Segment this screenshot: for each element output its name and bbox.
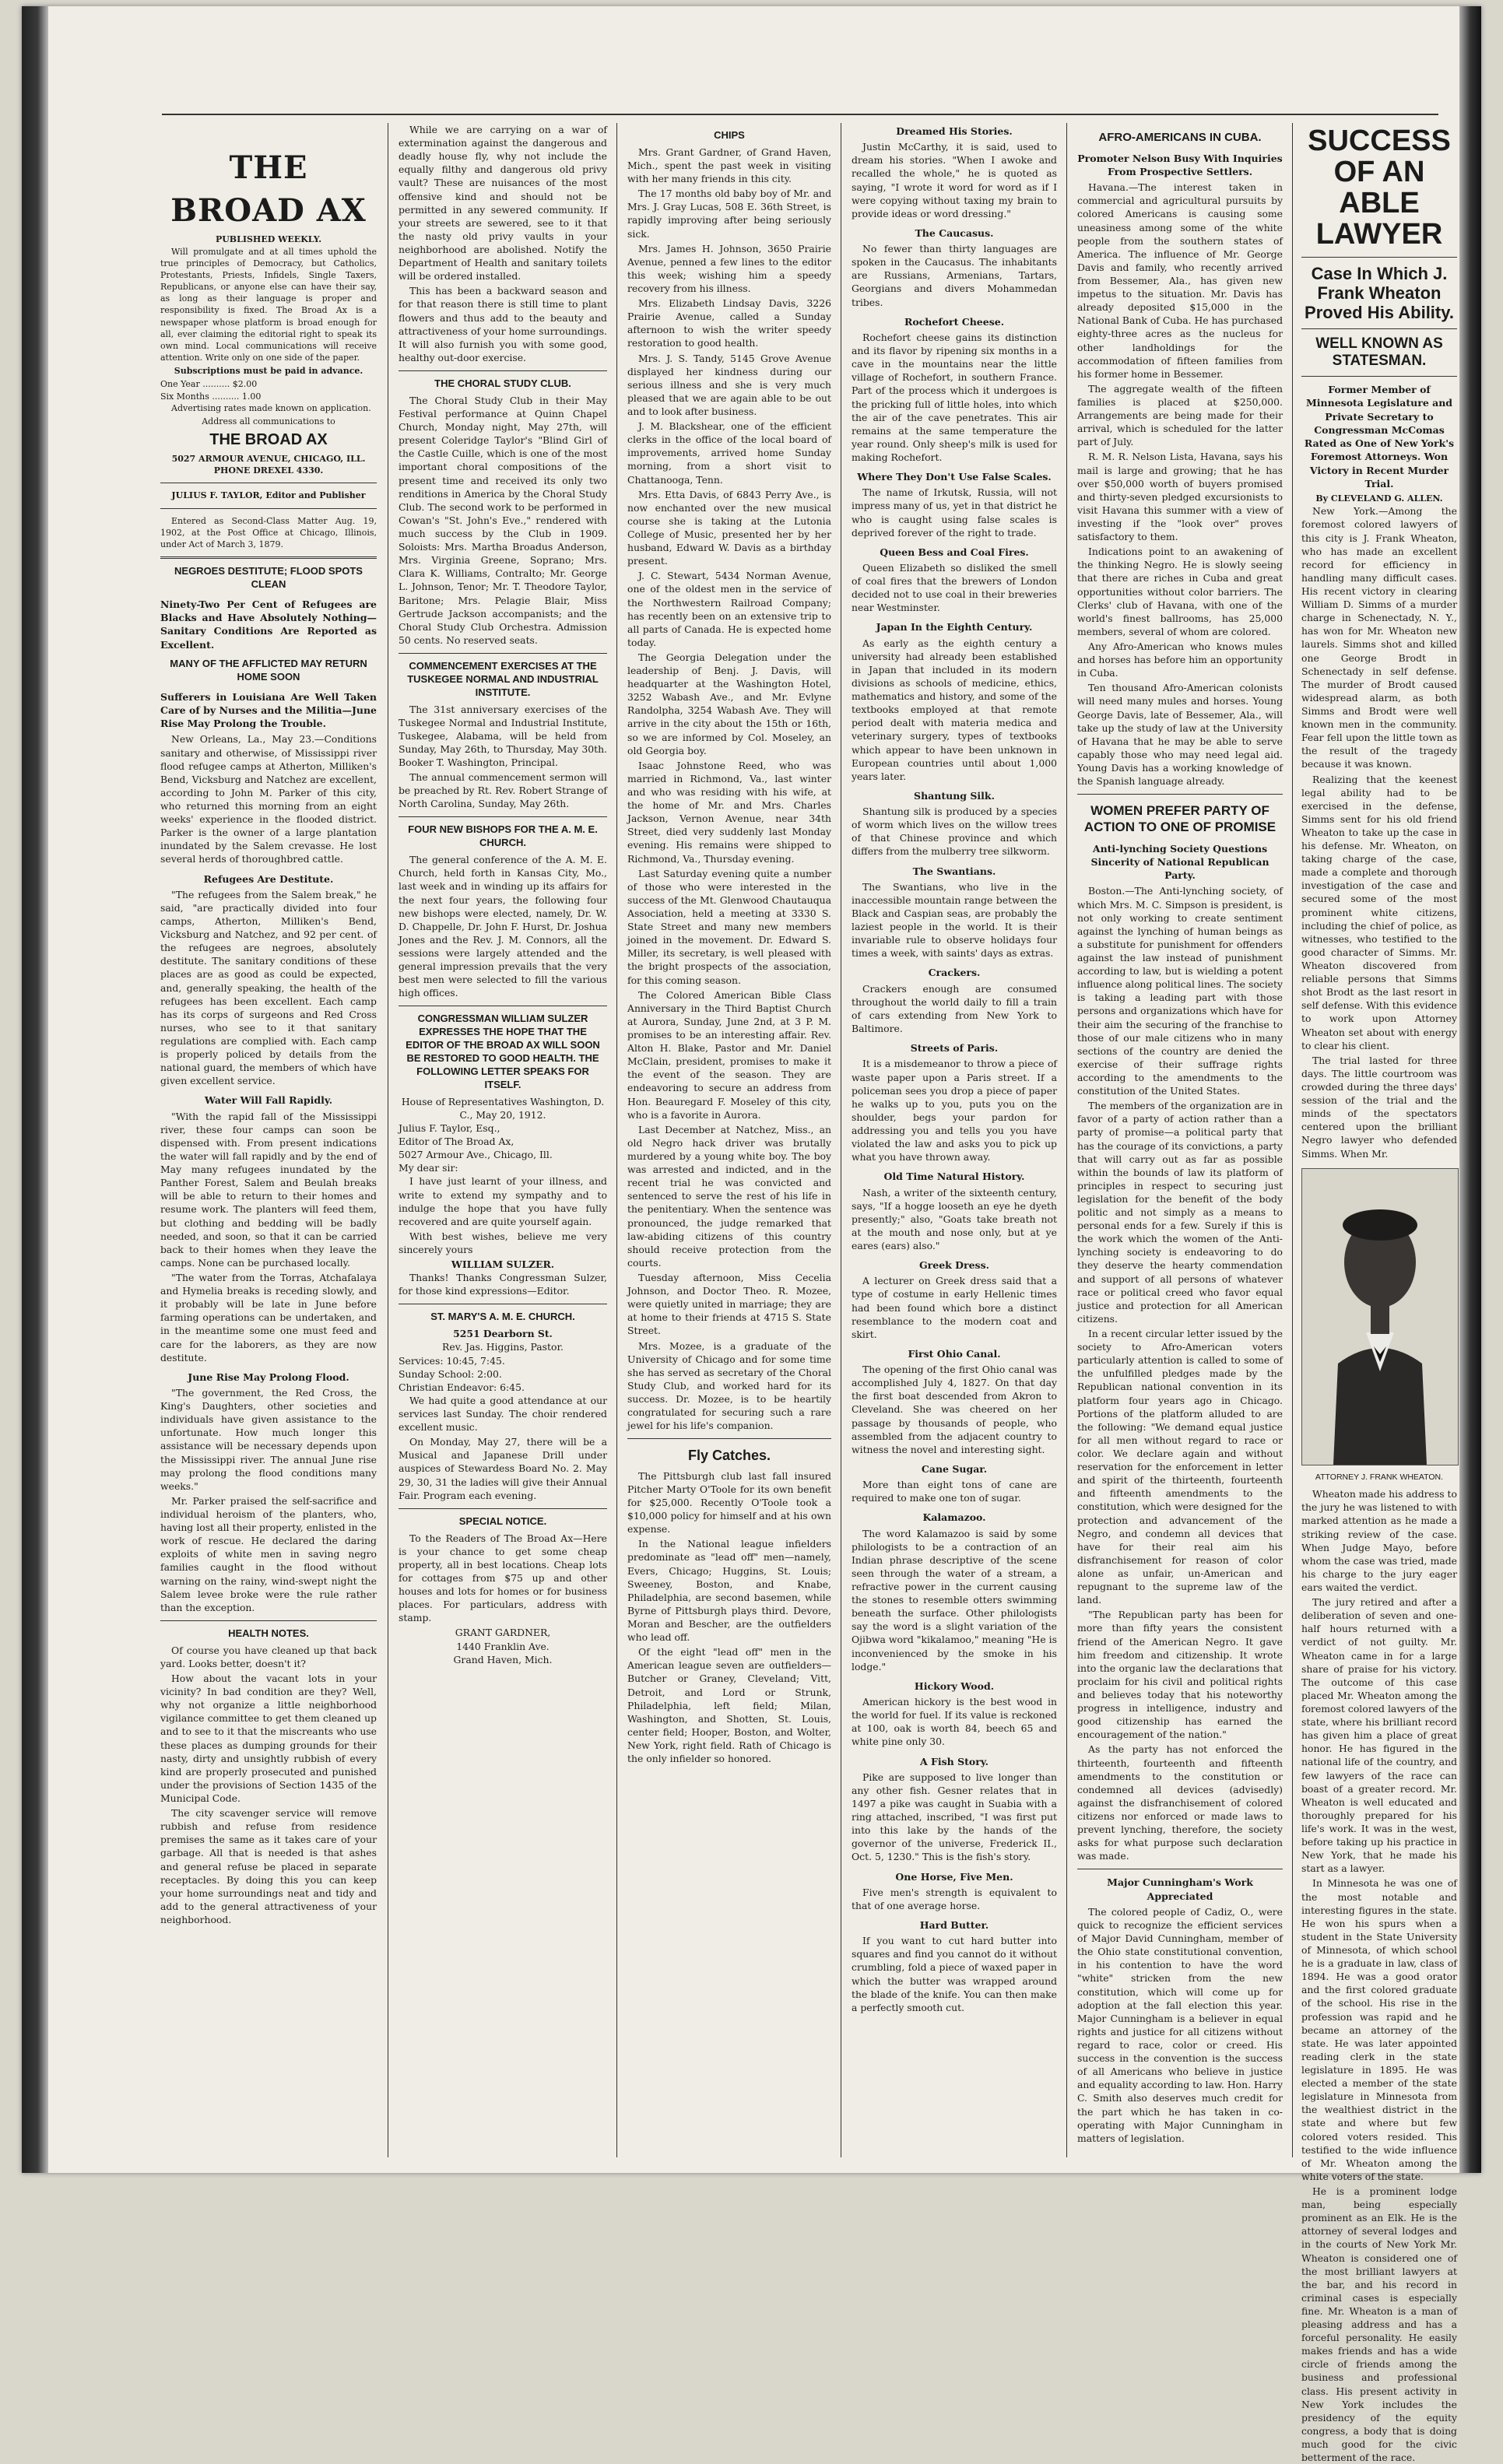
col5-p5: Any Afro-American who knows mules and horses has before him an opportunity in Cuba. [1077, 640, 1283, 679]
col4-p6: Shantung silk is produced by a species of worm which lives on the willow trees of that Chinese province and which differs from the mulberry tree silkworm. [852, 806, 1057, 858]
col2-p8: On Monday, May 27, there will be a Musical and Japanese Drill under auspices of Stewardess Board No. 2. May 29, 30, 31 the ladies will give their Annual Fair. Program each evening. [399, 1436, 607, 1501]
col3-p1: Mrs. Grant Gardner, of Grand Haven, Mich., spent the past week in visiting with her many friends in this city. [627, 146, 831, 185]
masthead-entered: Entered as Second-Class Matter Aug. 19, 1902, at the Post Office at Chicago, Illinois, under Act of March 3, 1879. [160, 515, 377, 549]
col1-sub2: Sufferers in Louisiana Are Well Taken Care of by Nurses and the Militia—June Rise May Prolong the Trouble. [160, 690, 377, 730]
col4-head3: Where They Don't Use False Scales. [857, 471, 1052, 483]
masthead-policy: Will promulgate and at all times uphold the true principles of Democracy, but Catholics, Protestants, Priests, Infidels, Single Taxers, Republicans, or anyone else can have their say, as long as their language is proper and responsibility is fixed. The Broad Ax is a newspaper whose platform is broad enough for all, ever claiming the editorial right to speak its own mind. Local communications will receive attention. Write only on one side of the paper. [160, 246, 377, 363]
col1-p9: The city scavenger service will remove rubbish and refuse from residence premises the same as it takes care of your garbage. All that is needed is that ashes and general refuse be placed in separate receptacles. By doing this you can keep your home surroundings neat and tidy and add to the general attractiveness of your neighborhood. [160, 1807, 377, 1925]
col4-p12: The opening of the first Ohio canal was accomplished July 4, 1827. On that day the first boat descended from Akron to Cleveland. She was cheered on her passage by thousands of people, who assembled from the adjacent country to witness the novel and interesting sight. [852, 1364, 1057, 1455]
col2-p4: The 31st anniversary exercises of the Tuskegee Normal and Industrial Institute, Tuskegee, Alabama, will be held from Sunday, May 26th, to Thursday, May 30th. Booker T. Washington, Principal. [399, 703, 607, 769]
col6-byline: By CLEVELAND G. ALLEN. [1315, 493, 1443, 504]
col3-head2: Fly Catches. [687, 1448, 771, 1464]
right-scan-edge [1459, 6, 1481, 2173]
col4-head15: Hickory Wood. [914, 1680, 995, 1692]
col6-p3: The trial lasted for three days. The little courtroom was crowded during the three days' session of the trial and the minds of the spectators centered upon the brilliant Negro lawyer who defended Simms. When Mr. [1301, 1054, 1457, 1160]
col1-p8: How about the vacant lots in your vicinity? In bad condition are they? Well, why not organize a little neighborhood vigilance committee to get them cleaned up and to see to it that the miscreants who use these places as dumping grounds for their nasty, dirty and unsightly rubbish of every kind are properly prosecuted and punished under the provisions of Section 1435 of the Municipal Code. [160, 1673, 377, 1804]
col4-head13: Cane Sugar. [921, 1462, 988, 1475]
col4-p5: As early as the eighth century a university had already been established in Japan that included in its modern divisions as schools of medicine, ethics, mathematics and history, and some of the textbooks employed at that remote period dealt with materia medica and veterinary surgery, types of textbooks which appear to have been unknown in European countries until about 1,000 years later. [852, 637, 1057, 782]
col6-head2: Case In Which J. Frank Wheaton Proved His Ability. [1305, 263, 1454, 323]
col4-head2: Rochefort Cheese. [904, 315, 1005, 328]
col6-caption: ATTORNEY J. FRANK WHEATON. [1315, 1472, 1444, 1482]
col4-p16: Pike are supposed to live longer than any other fish. Gesner relates that in 1497 a pike was caught in Suabia with a ring attached, inscribed, "I was first put into this lake by the hands of the governor of the universe, Frederick II., Oct. 5, 1230." This is the fish's story. [852, 1771, 1057, 1863]
col4-p17: Five men's strength is equivalent to that of one average horse. [852, 1886, 1057, 1911]
column-4 [852, 118, 1057, 2157]
col3-p6: J. M. Blackshear, one of the efficient clerks in the office of the local board of improvements, arrived home Sunday morning, from a short visit to Chattanooga, Tenn. [627, 420, 831, 486]
col2-letter-body: I have just learnt of your illness, and write to extend my sympathy and to indulge the hope that you have fully recovered and are quite yourself again. [399, 1175, 607, 1227]
newspaper-page [22, 6, 1481, 2464]
column-1 [160, 143, 377, 2157]
col4-head10: Old Time Natural History. [883, 1171, 1025, 1183]
col2-p1: While we are carrying on a war of extermination against the dangerous and deadly house fly, why not include the equally filthy and dangerous old privy vault? These are nuisances of the most offensive kind and should not be permitted in any sewered community. If your streets are sewered, see to it that the nasty old privy vaults in your neighborhood are abolished. Notify the Department of Health and sanitary toilets will be ordered installed. [399, 124, 607, 283]
col4-p10: Nash, a writer of the sixteenth century, says, "If a hogge looseth an eye he dyeth presently;" also, "Goats take breath not at the mouth and nose only, but at ye eares (ears) also." [852, 1186, 1057, 1251]
col6-p2: Realizing that the keenest legal ability had to be exercised in the defense, Simms sent for his old friend Wheaton to take up the case in his defense. Mr. Wheaton, on taking charge of the case, made a complete and thorough investigation of the case and secured some of the most prominent white citizens, including the chief of police, as witnesses, who testified to the good character of Simms. Mr. Wheaton discovered from reliable persons that Simms shot Brodt as the last resort in self defense. With this evidence to work upon Attorney Wheaton set about with energy to clear his client. [1301, 773, 1457, 1051]
col5-p2: The aggregate wealth of the fifteen families is placed at $250,000. Arrangements are being made for their arrival, which is scheduled for the latter part of July. [1077, 382, 1283, 448]
col2-church-ce: Christian Endeavor: 6:45. [399, 1381, 525, 1393]
col6-sub1: Former Member of Minnesota Legislature and Private Secretary to Congressman McComas Rated as One of New York's Foremost Attorneys. Won Victory in Recent Murder Trial. [1304, 384, 1455, 490]
column-5 [1077, 123, 1283, 2157]
col4-p18: If you want to cut hard butter into squares and find you cannot do it without crumbling, fold a piece of waxed paper in which the butter was wrapped around the blade of the knife. You can then make a perfectly smooth cut. [852, 1935, 1057, 2013]
col1-p5: "The government, the Red Cross, the King's Daughters, other societies and individuals have given assistance to the unfortunate. How much longer this assistance will be necessary depends upon the Mississippi river. The annual June rise may prolong the flood conditions many weeks." [160, 1387, 377, 1492]
col2-sign3: Grand Haven, Mich. [453, 1653, 553, 1665]
col2-p7: We had quite a good attendance at our services last Sunday. The choir rendered excellent music. [399, 1394, 607, 1434]
col5-p10: "The Republican party has been for more than fifty years the consistent friend of the American Negro. It gave him freedom and citizenship. It wrote into the organic law the declarations that proclaim for his civil and political rights and believes today that his noteworthy progress in intelligence, industry and good citizenship has earned the encouragement of the nation." [1077, 1609, 1283, 1741]
masthead-paper-name: THE BROAD AX [209, 431, 328, 449]
col3-p11: Last Saturday evening quite a number of those who were interested in the success of the Mt. Glenwood Chautauqua Association, held a meeting at 3330 S. State Street and many new members joined in the movement. Dr. Edward S. Miller, its secretary, is well pleased with the bright prospects of the association, for this coming season. [627, 867, 831, 986]
col3-p14: Tuesday afternoon, Miss Cecelia Johnson, and Doctor Theo. R. Mozee, were quietly united in marriage; they are at home to their friends at 4715 S. State Street. [627, 1271, 831, 1337]
col4-head1: The Caucasus. [915, 226, 994, 239]
col1-p6: Mr. Parker praised the self-sacrifice and individual heroism of the planters, who, having lost all their property, enlisted in the work of rescue. He declared the daring exploits of white men in saving negro families caught in the flood without warning on the rainy, wind-swept night the Salem levee broke were the rule rather than the exception. [160, 1494, 377, 1613]
col4-head16: A Fish Story. [919, 1755, 989, 1767]
col4-p1: No fewer than thirty languages are spoken in the Caucasus. The inhabitants are Russians, Armenians, Tartars, Georgians and divers Mohammedan tribes. [852, 243, 1057, 308]
col1-sh2: Water Will Fall Rapidly. [204, 1094, 333, 1107]
col2-church-addr: 5251 Dearborn St. [453, 1328, 553, 1340]
col1-sh1: Refugees Are Destitute. [203, 872, 334, 885]
col1-p3: "With the rapid fall of the Mississippi river, these four camps can soon be dispensed with. From present indications the water will fall rapidly and by the end of May many refugees inundated by the Panther Forest, Salem and Beulah breaks will be able to return to their homes and resume work. The planters will feed them, but clothing and bedding will be badly needed, and soon, so that it can be carried back to their homes when they leave the camps. None can be purchased locally. [160, 1110, 377, 1269]
col4-head14: Kalamazoo. [922, 1511, 986, 1524]
col4-p14: The word Kalamazoo is said by some philologists to be a contraction of an Indian phrase descriptive of the scene seen through the water of a stream, a refractive power in the current causing the stones to resemble otters swimming beneath the surface. Other philologists say the word is a slight variation of the Ojibwa word "kikalamoo," meaning "He is inconvenienced by the smoke in his lodge." [852, 1527, 1057, 1673]
col3-p2: The 17 months old baby boy of Mr. and Mrs. J. Gray Lucas, 508 E. 36th Street, is rapidly improving after being seriously sick. [627, 188, 831, 240]
col4-p2: Rochefort cheese gains its distinction and its flavor by ripening six months in a cave in the mountains near the little village of Rochefort, in southern France. Part of the process which it undergoes is the pricking full of little holes, into which the air of the cave penetrates. This air remains at the same temperature the year round. Only sheep's milk is used for making Rochefort. [852, 331, 1057, 463]
col3-p13: Last December at Natchez, Miss., an old Negro hack driver was brutally murdered by a young white boy. The boy was arrested and indicted, and in the recent trial he was convicted and sentenced to serve the rest of his life in the penitentiary. When the sentence was pronounced, the judge remarked that law-abiding citizens of this country should receive protection from the courts. [627, 1123, 831, 1269]
col5-p11: As the party has not enforced the thirteenth, fourteenth and fifteenth amendments to the constitution or condemned all devices (advisedly) against the disfranchisement of colored citizens nor enforced or made laws to prevent lynching, therefore, the society asks for what purpose such declaration was made. [1077, 1743, 1283, 1862]
col4-head12: First Ohio Canal. [908, 1347, 1001, 1360]
masthead-advertising: Advertising rates made known on application. [171, 402, 371, 413]
col3-p3: Mrs. James H. Johnson, 3650 Prairie Avenue, penned a few lines to the editor this week; wishing him a speedy recovery from his illness. [627, 242, 831, 294]
col2-sign1: GRANT GARDNER, [455, 1627, 551, 1639]
col3-p15: Mrs. Mozee, is a graduate of the University of Chicago and for some time she has served as secretary of the Choral Study Club, and worked hard for its success. Dr. Mozee, is to be heartily congratulated for securing such a rare jewel for his life's companion. [627, 1339, 831, 1432]
col2-church-services: Services: 10:45, 7:45. [399, 1354, 505, 1367]
col2-p9: To the Readers of The Broad Ax—Here is your chance to get some cheap property, all in best locations. Cheap lots for cottages from $75 up and other houses and lots for homes or for business places. For particulars, address with stamp. [399, 1532, 607, 1624]
masthead-six-months: Six Months .......... 1.00 [160, 391, 262, 402]
col3-p5: Mrs. J. S. Tandy, 5145 Grove Avenue displayed her kindness during our serious illness and she is very much pleased that we are again able to be out and to look after business. [627, 352, 831, 417]
col5-p3: R. M. R. Nelson Lista, Havana, says his mail is large and growing; that he has over $50,000 worth of buyers promised and thirty-seven pledged excursionists to visit Havana this summer with a view of investing if the "look over" proves satisfactory to them. [1077, 451, 1283, 543]
col5-p4: Indications point to an awakening of the thinking Negro. He is slowly seeing that there are riches in Cuba and great opportunities without color barriers. The Clerks' club of Havana, with one of the world's finest ballrooms, has 25,000 members, several of whom are colored. [1077, 546, 1283, 637]
col5-p9: In a recent circular letter issued by the society to Afro-American voters particularly attention is called to some of the unfulfilled pledges made by the Republican national convention in its platform four years ago in Chicago. Portions of the platform alluded to are the following: "We demand equal justice for all men without regard to race or color. We declare again and without reservation for the enforcement in letter and spirit of the thirteenth, fourteenth and fifteenth amendments to the constitution, which were designed for the protection and advancement of the Negro, and condemn all devices that have for their real aim his disfranchisement for reason of color alone as unfair, un-American and repugnant to the supreme law of the land. [1077, 1328, 1283, 1606]
col2-letter-to1: Julius F. Taylor, Esq., [399, 1122, 500, 1135]
col5-p7: Boston.—The Anti-lynching society, of which Mrs. M. C. Simpson is president, is not only working to create sentiment against the lynching of human beings as a substitute for punishment for offenders against the law instead of punishment according to law, but is wielding a potent influence along political lines. The society is taking a leading part with those persons and organizations which have for their aim the securing of the franchise to those of our male citizens who in many sections of the country are denied the exercise of their suffrage rights according to the amendments to the constitution of the United States. [1077, 885, 1283, 1097]
col6-p4: Wheaton made his address to the jury he was listened to with marked attention as he made a striking review of the case. When Judge Mayo, before whom the case was tried, made his charge to the jury eager ears waited the verdict. [1301, 1488, 1457, 1594]
col4-head17: One Horse, Five Men. [895, 1870, 1013, 1883]
masthead-subtitle: PUBLISHED WEEKLY. [215, 234, 322, 245]
masthead-subscriptions: Subscriptions must be paid in advance. [174, 366, 363, 377]
col6-p1: New York.—Among the foremost colored lawyers of this city is J. Frank Wheaton, who has made an excellent record for efficiency in handling many difficult cases. His recent victory in clearing William D. Simms of a murder charge in Schenectady, N. Y., has won for Mr. Wheaton new laurels. Simms shot and killed one George Brodt in Schenectady in self defense. The murder of Brodt caused widespread alarm, as both Simms and Brodt were well known men in the community. Fear fell upon the little town as the result of the tragedy because it was known. [1301, 505, 1457, 770]
col2-p5: The annual commencement sermon will be preached by Rt. Rev. Robert Strange of North Carolina, Sunday, May 26th. [399, 771, 607, 810]
col1-head3: HEALTH NOTES. [228, 1627, 309, 1639]
col4-p4: Queen Elizabeth so disliked the smell of coal fires that the brewers of London decided not to use coal in their breweries near Westminster. [852, 561, 1057, 614]
col5-p1: Havana.—The interest taken in commercial and agricultural pursuits by colored Americans is causing some uneasiness among some of the white people from the southern states of America. The influence of Mr. George Davis and family, who recently arrived from Bessemer, Ala., has given new impetus to the situation. Mr. Davis has already deposited $15,000 in the National Bank of Cuba. He has purchased eighty-three acres as the nucleus for other landholdings for the accommodation of fifteen families from his former home in Bessemer. [1077, 181, 1283, 380]
col1-p7: Of course you have cleaned up that back yard. Looks better, doesn't it? [160, 1644, 377, 1669]
col4-p15: American hickory is the best wood in the world for fuel. If its value is reckoned at 100, oak is worth 84, beech 65 and white pine only 30. [852, 1696, 1057, 1748]
col4-head18: Hard Butter. [919, 1918, 989, 1931]
col1-p2: "The refugees from the Salem break," he said, "are practically divided into four camps, Atherton, Milliken's Bend, Vicksburg and Natchez, and 92 per cent. of the refugees are negroes, absolutely destitute. The sanitary conditions of these places are as good as could be expected, and, generally speaking, the health of the refugees has been excellent. Each camp has its corps of surgeons and Red Cross nurses, who see to it that sanitary regulations are complied with. Each camp is properly policed by details from the national guard, the members of which have given excellent service. [160, 888, 377, 1087]
col6-p5: The jury retired and after a deliberation of seven and one-half hours returned with a verdict of not guilty. Mr. Wheaton came in for a large share of praise for his victory. The outcome of this case placed Mr. Wheaton among the foremost colored lawyers of the state, where his brilliant record has given him a place of great honor. He has figured in the national life of the country, and few lawyers of the race can boast of a greater record. Mr. Wheaton is well educated and thoroughly prepared for his life's work. It was in the west, before taking up his practice in New York, that he made his start as a lawyer. [1301, 1596, 1457, 1875]
col4-p11: A lecturer on Greek dress said that a type of costume in early Hellenic times had been found which bore a distinct resemblance to the modern coat and skirt. [852, 1275, 1057, 1340]
col5-p6: Ten thousand Afro-American colonists will need many mules and horses. Young George Davis, late of Bessemer, Ala., will take up the study of law at the University of Havana that he may be able to serve capably those who may need legal aid. Young Davis has a working knowledge of the Spanish language already. [1077, 682, 1283, 788]
col4-head7: The Swantians. [912, 865, 996, 877]
col5-head2: WOMEN PREFER PARTY OF ACTION TO ONE OF PROMISE [1083, 803, 1276, 835]
col4-head8: Crackers. [928, 967, 981, 979]
col1-head1: NEGROES DESTITUTE; FLOOD SPOTS CLEAN [174, 565, 363, 591]
col3-head1: CHIPS [714, 129, 745, 141]
col1-p1: New Orleans, La., May 23.—Conditions sanitary and otherwise, of Mississippi river flood refugee camps at Atherton, Milliken's Bend, Vicksburg and Natchez are excellent, according to John M. Parker of this city, who returned this morning from an eight weeks' experience in the flooded district. Parker is the owner of a large plantation inundated by the Salem crevasse. He lost several herds of thoroughbred cattle. [160, 733, 377, 865]
column-2 [399, 123, 607, 2157]
col3-p4: Mrs. Elizabeth Lindsay Davis, 3226 Prairie Avenue, called a Sunday afternoon to wish the writer speedy restoration to good health. [627, 297, 831, 349]
col5-p8: The members of the organization are in favor of a party of action rather than a party of promise—a political party that has the courage of its convictions, a party that will carry out as far as possible within the bounds of law its platform of principles in respect to securing just legislation for the benefit of the body politic and not simply as a means to personal ends for a few. Surely if this is the work which the women of the Anti-lynching society is endeavoring to do they deserve the hearty commendation and support of all persons of whatever race or political creed who favor equal justice and protection for all American citizens. [1077, 1100, 1283, 1325]
col3-p18: Of the eight "lead off" men in the American league seven are outfielders—Butcher or Graney, Cleveland; Vitt, Detroit, and Lord or Strunk, Philadelphia, left field; Milan, Washington, and Shotten, St. Louis, center field; Hooper, Boston, and Wolter, New York, right field. Rath of Chicago is the only infielder so honored. [627, 1646, 831, 1765]
col3-p9: The Georgia Delegation under the leadership of Benj. J. Davis, will headquarter at the Washington Hotel, 3252 Wabash Ave., and Mr. Evlyne Randolpha, 3254 Wabash Ave. They will arrive in the city about the 15th or 16th, so we are informed by Col. Moseley, an old Georgia boy. [627, 651, 831, 756]
col5-sub1: Promoter Nelson Busy With Inquiries From Prospective Settlers. [1077, 152, 1283, 177]
col5-p12: The colored people of Cadiz, O., were quick to recognize the efficient services of Major David Cunningham, member of the Ohio state constitutional convention, in his contention to have the word "white" stricken from the new constitution, which will come up for adoption at the fall election this year. Major Cunningham is a believer in equal rights and justice for all citizens without regard to race, color or creed. His success in the convention is the success of all Americans who believe in justice and equality according to law. Hon. Harry C. Smith also deserves much credit for the part which he has taken in co-operating with Major Cunningham in matters of legislation. [1077, 1905, 1284, 2144]
col2-head5: ST. MARY'S A. M. E. CHURCH. [430, 1311, 575, 1323]
col2-letter-head: House of Representatives Washington, D. C., May 20, 1912. [401, 1095, 605, 1121]
col3-p12: The Colored American Bible Class Anniversary in the Third Baptist Church at Aurora, Sunday, June 2nd, at 3 P. M. promises to be an interesting affair. Rev. Alton H. Blake, Pastor and Mr. Daniel McClain, president, promises to make it the event of the season. They are endeavoring to secure an address from Hon. Beauregard F. Moseley of this city, who is a favorite in Aurora. [627, 988, 831, 1121]
col3-p7: Mrs. Etta Davis, of 6843 Perry Ave., is now enchanted over the new musical course she is taking at the Lutonia College of Music, presented her by her husband, Edward W. Davis as a birthday present. [627, 488, 831, 567]
col4-p9: It is a misdemeanor to throw a piece of waste paper upon a Paris street. If a policeman sees you drop a piece of paper he walks up to you, puts you on the shoulder, begs your pardon for addressing you and tells you you have violated the law and asks you to pick up what you have thrown away. [852, 1058, 1057, 1164]
col3-p16: The Pittsburgh club last fall insured Pitcher Marty O'Toole for its own benefit for $25,000. Recently O'Toole took a $10,000 policy for himself and at his own expense. [627, 1469, 831, 1536]
masthead-address-label: Address all communications to [202, 416, 335, 426]
col3-p17: In the National league infielders predominate as "lead off" men—namely, Evers, Chicago; Huggins, St. Louis; Sweeney, Boston, and Knabe, Philadelphia, are second basemen, while Byrne of Pittsburgh plays third. Devore, Moran and Bescher, are the outfielders who lead off. [627, 1538, 831, 1644]
col6-p7: He is a prominent lodge man, being especially prominent as an Elk. He is the attorney of several lodges and in the courts of New York Mr. Wheaton is considered one of the most brilliant lawyers at the bar, and his record in criminal cases is especially fine. Mr. Wheaton is a man of pleasing address and has a forceful personality. He easily makes friends and has a wide circle of friends among the business and professional class. His present activity in New York includes the presidency of the equity congress, a body that is doing much good for the civic betterment of the race. [1301, 2185, 1457, 2464]
col5-head3: Major Cunningham's Work Appreciated [1107, 1876, 1253, 1902]
masthead-address: 5027 ARMOUR AVENUE, CHICAGO, ILL. [171, 454, 366, 465]
attorney-portrait [1301, 1168, 1459, 1465]
col4-p8: Crackers enough are consumed throughout the world daily to fill a train of cars extending from New York to Baltimore. [852, 982, 1057, 1035]
col4-p3: The name of Irkutsk, Russia, will not impress many of us, yet in that district he who is caught using false scales is deprived forever of the right to trade. [852, 486, 1057, 539]
top-rule [162, 114, 1438, 115]
col4-head0: Dreamed His Stories. [896, 125, 1013, 137]
col4-head4: Queen Bess and Coal Fires. [880, 546, 1029, 558]
col4-head11: Greek Dress. [919, 1259, 989, 1272]
col4-head9: Streets of Paris. [910, 1042, 999, 1055]
col2-head1: THE CHORAL STUDY CLUB. [434, 377, 571, 389]
col5-sub2: Anti-lynching Society Questions Sincerity of National Republican Party. [1090, 842, 1269, 882]
col4-head6: Shantung Silk. [914, 789, 995, 802]
column-6 [1301, 123, 1457, 2464]
col2-p6: The general conference of the A. M. E. Church, held forth in Kansas City, Mo., last week and in winding up its affairs for the next four years, the following four new bishops were elected, namely, Dr. W. D. Chappelle, Dr. John F. Hurst, Dr. Joshua Jones and the Rev. J. M. Connors, all the sessions were largely attended and the general impression prevails that the very best men were selected to fill the various high offices. [399, 854, 607, 999]
col4-p0: Justin McCarthy, it is said, used to dream his stories. "When I awoke and recalled the whole," he is quoted as saying, "I wrote it word for word as if I were copying without taxing my brain to provide ideas or word dressing." [852, 141, 1057, 219]
col2-head4: CONGRESSMAN WILLIAM SULZER EXPRESSES THE HOPE THAT THE EDITOR OF THE BROAD AX WILL SOON BE RESTORED TO GOOD HEALTH. THE FOLLOWING LETTER SPEAKS FOR ITSELF. [406, 1013, 600, 1090]
masthead-one-year: One Year .......... $2.00 [160, 379, 258, 390]
col2-p3: The Choral Study Club in their May Festival performance at Quinn Chapel Church, Monday night, May 27th, will present Coleridge Taylor's "Blind Girl of the Castle Cuille, which is one of the most important choral compositions of the present time and received its only two renditions in America by the Choral Study Club. The second work to be performed in Cowan's "St. John's Eve.," rendered with much success by the Club in 1909. Soloists: Mrs. Martha Broadus Anderson, Mrs. Virginia Greene, Soprano; Mrs. Clara K. Williams, Contralto; Mr. George L. Johnson, Tenor; Mr. T. Theodore Taylor, Baritone; Mrs. Pelagie Blair, Miss Gertrude Jackson accompanists; and the Choral Study Club Orchestra. Admission 50 cents. No reserved seats. [399, 394, 607, 646]
col2-head6: SPECIAL NOTICE. [458, 1515, 547, 1527]
left-scan-edge [22, 6, 48, 2173]
col4-p7: The Swantians, who live in the inaccessible mountain range between the Black and Caspian seas, are probably the laziest people in the world. It is their invariable rule to observe holidays four times a week, with saints' days as extras. [852, 880, 1057, 960]
col1-sub1: Ninety-Two Per Cent of Refugees are Blacks and Have Absolutely Nothing—Sanitary Conditions Are Reported as Excellent. [160, 598, 377, 651]
col1-p4: "The water from the Torras, Atchafalaya and Hymelia breaks is receding slowly, and it probably will be late in June before farming operations can be undertaken, and in the meantime some one must feed and care for the laborers, as they are now destitute. [160, 1272, 377, 1364]
column-3 [627, 123, 831, 2157]
col2-letter-to2: Editor of The Broad Ax, [399, 1135, 514, 1148]
col6-head1: SUCCESS OF AN ABLE LAWYER [1308, 125, 1451, 251]
col5-head1: AFRO-AMERICANS IN CUBA. [1098, 131, 1262, 144]
col2-letter-to3: 5027 Armour Ave., Chicago, Ill. [399, 1149, 553, 1161]
col1-head2: MANY OF THE AFFLICTED MAY RETURN HOME SOON [170, 657, 367, 683]
col6-head3: WELL KNOWN AS STATESMAN. [1315, 335, 1443, 370]
col4-head5: Japan In the Eighth Century. [876, 621, 1033, 634]
col2-sign2: 1440 Franklin Ave. [456, 1640, 550, 1652]
col2-head2: COMMENCEMENT EXERCISES AT THE TUSKEGEE NORMAL AND INDUSTRIAL INSTITUTE. [407, 659, 599, 698]
col2-letter-thanks: Thanks! Thanks Congressman Sulzer, for those kind expressions—Editor. [399, 1272, 607, 1297]
col3-p10: Isaac Johnstone Reed, who was married in Richmond, Va., last winter and who was residing with his wife, at the home of Mr. and Mrs. Charles Jackson, Vernon Avenue, near 34th Street, died very suddenly last Monday evening. His remains were shipped to Richmond, Va., Thursday evening. [627, 759, 831, 865]
col2-church-ss: Sunday School: 2:00. [399, 1367, 502, 1380]
col1-sh3: June Rise May Prolong Flood. [188, 1371, 349, 1383]
masthead-title: THE BROAD AX [170, 149, 367, 230]
col6-p6: In Minnesota he was one of the most notable and interesting figures in the state. He won his spurs when a student in the State University of Minnesota, of which school he is a graduate in law, class of 1894. He was a good orator and the first colored graduate of the school. His rise in the profession was rapid and he became an attorney of the state. He was later appointed reading clerk in the state legislature in 1895. He was elected a member of the state legislature in Minnesota from the wealthiest district in the state and where but few colored voters resided. This testified to the wide influence of Mr. Wheaton among the white voters of the state. [1301, 1877, 1457, 2182]
col4-p13: More than eight tons of cane are required to make one ton of sugar. [852, 1479, 1057, 1504]
masthead-editor: JULIUS F. TAYLOR, Editor and Publisher [171, 490, 366, 501]
col2-church-pastor: Rev. Jas. Higgins, Pastor. [442, 1341, 564, 1353]
col2-p2: This has been a backward season and for that reason there is still time to plant flowers and thus add to the beauty and attractiveness of your home surroundings. It will also furnish you with some good, healthy out-door exercise. [399, 285, 607, 363]
masthead-phone: PHONE DREXEL 4330. [213, 465, 324, 476]
col3-p8: J. C. Stewart, 5434 Norman Avenue, one of the oldest men in the service of the Northwestern Railroad Company; has recently been on an extensive trip to all parts of Canada. He is expected home today. [627, 570, 831, 648]
col2-letter-close: With best wishes, believe me very sincerely yours [399, 1230, 607, 1256]
col2-letter-sign: WILLIAM SULZER. [451, 1258, 555, 1271]
col2-letter-salute: My dear sir: [399, 1162, 458, 1174]
col2-head3: FOUR NEW BISHOPS FOR THE A. M. E. CHURCH. [408, 823, 598, 849]
